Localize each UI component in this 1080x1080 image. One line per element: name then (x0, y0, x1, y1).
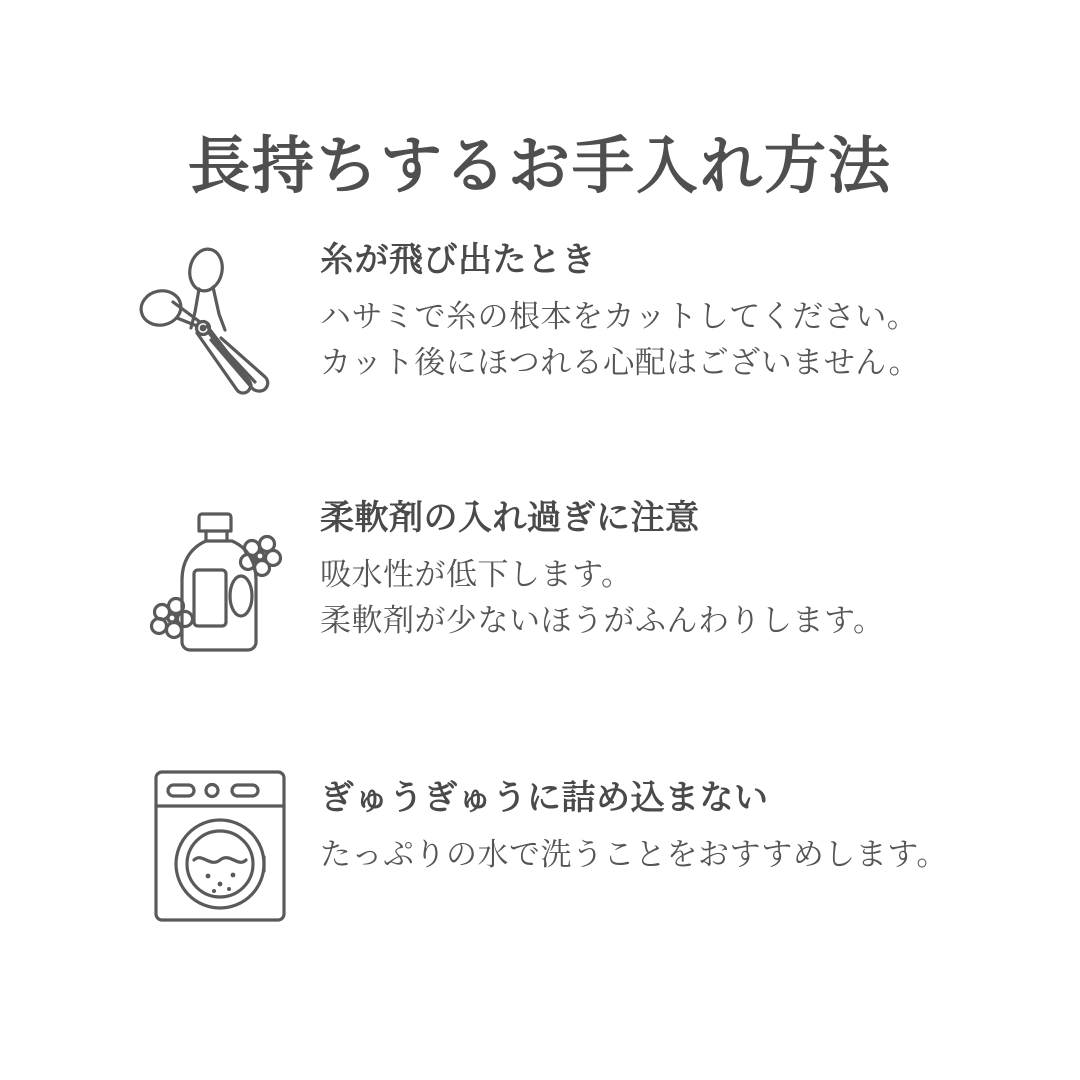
list-item-text (320, 744, 948, 878)
washing-machine-icon (120, 750, 320, 940)
list-item-line: 吸水性が低下します。 (320, 556, 633, 592)
list-item-heading: 糸が飛び出たとき (320, 241, 596, 279)
list-item-line: ハサミで糸の根本をカットしてください。 (320, 298, 919, 334)
list-item (120, 486, 1020, 676)
list-item-line: 柔軟剤が少ないほうがふんわりします。 (320, 603, 885, 639)
page-title: 長持ちするお手入れ方法 (187, 131, 892, 201)
list-item-heading: ぎゅうぎゅうに詰め込まない (320, 779, 769, 817)
list-item (120, 228, 1020, 418)
list-item-text (320, 228, 920, 387)
care-tips-list (120, 228, 1020, 934)
scissors-icon (120, 234, 320, 424)
list-item-line: たっぷりの水で洗うことをおすすめします。 (320, 836, 948, 872)
list-item-text (320, 486, 885, 645)
fabric-softener-bottle-icon (120, 496, 320, 686)
list-item-heading: 柔軟剤の入れ過ぎに注意 (320, 499, 700, 537)
list-item-line: カット後にほつれる心配はございません。 (320, 345, 921, 381)
list-item (120, 744, 1020, 934)
